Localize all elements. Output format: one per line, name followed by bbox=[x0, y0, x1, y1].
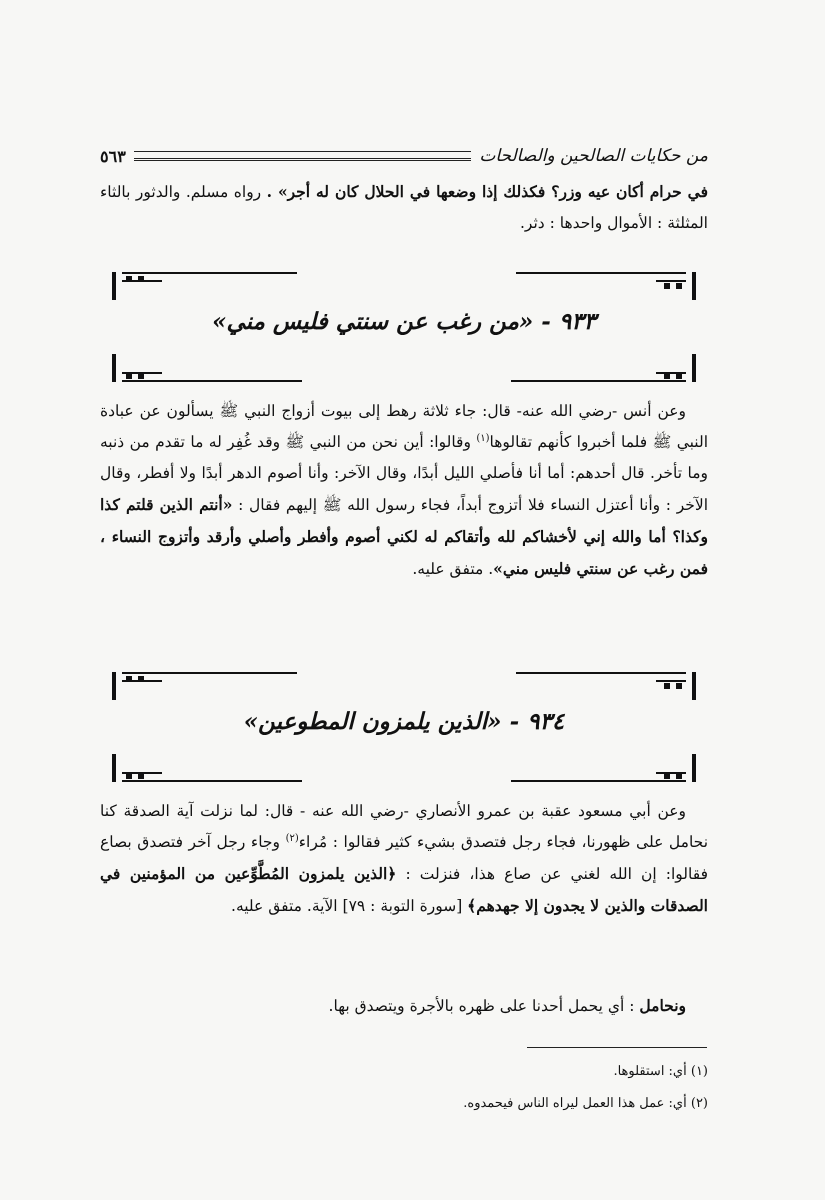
frame-corner bbox=[112, 754, 116, 782]
footnote-ref-1: (١) bbox=[476, 432, 490, 444]
frame-ornament bbox=[126, 276, 132, 282]
frame-rule bbox=[122, 672, 297, 674]
chapter-934-text-end: [سورة التوبة : ٧٩] الآية. متفق عليه. bbox=[231, 897, 468, 915]
chapter-934-text-part2: وجاء رجل آخر فتصدق بصاع فقالوا: إن الله لغني عن صاع هذا، فنزلت : bbox=[100, 833, 708, 883]
frame-ornament bbox=[664, 683, 670, 689]
footnote-ref-2: (٢) bbox=[285, 832, 299, 844]
chapter-933-hadith-quote: «أنتم الذين قلتم كذا وكذا؟ أما والله إني لأخشاكم لله وأتقاكم له لكني أصوم وأفطر وأصلي وأرقد وأتزوج النساء ، فمن رغب عن سنتي فليس مني» bbox=[100, 495, 708, 578]
frame-ornament bbox=[676, 373, 682, 379]
frame-rule bbox=[122, 780, 302, 782]
frame-rule bbox=[516, 272, 686, 274]
frame-rule bbox=[122, 272, 297, 274]
footnote-2: (٢) أي: عمل هذا العمل ليراه الناس فيحمدوه. bbox=[463, 1096, 708, 1111]
footnote-separator bbox=[527, 1047, 707, 1048]
running-header bbox=[100, 143, 708, 169]
frame-corner bbox=[692, 354, 696, 382]
intro-paragraph bbox=[100, 176, 708, 239]
intro-line2: بالثاء المثلثة : الأموال واحدها : دثر. bbox=[100, 183, 708, 232]
frame-ornament bbox=[664, 283, 670, 289]
frame-ornament bbox=[676, 283, 682, 289]
intro-bold-quote: في حرام أكان عيه وزر؟ فكذلك إذا وضعها في الحلال كان له أجر» . bbox=[266, 182, 708, 201]
frame-ornament bbox=[126, 676, 132, 682]
frame-corner bbox=[692, 272, 696, 300]
frame-ornament bbox=[676, 773, 682, 779]
gloss-definition: : أي يحمل أحدنا على ظهره بالأجرة ويتصدق بها. bbox=[328, 997, 635, 1015]
chapter-933-title: ٩٣٣ - «من رغب عن سنتي فليس مني» bbox=[212, 308, 596, 335]
frame-rule bbox=[511, 780, 686, 782]
footnote-1: (١) أي: استقلوها. bbox=[613, 1064, 708, 1079]
chapter-934-quran-quote: ﴿الذين يلمزون المُطَّوِّعين من المؤمنين في الصدقات والذين لا يجدون إلا جهدهم﴾ bbox=[100, 864, 708, 915]
frame-ornament bbox=[676, 683, 682, 689]
frame-ornament bbox=[126, 373, 132, 379]
frame-rule bbox=[656, 680, 686, 682]
frame-corner bbox=[692, 672, 696, 700]
frame-rule bbox=[511, 380, 686, 382]
chapter-933-text-part1: وعن أنس -رضي الله عنه- قال: جاء ثلاثة رهط إلى بيوت أزواج النبي ﷺ يسألون عن عبادة النبي ﷺ فلما أخبروا كأنهم تقالوها bbox=[100, 402, 708, 451]
frame-rule bbox=[656, 280, 686, 282]
gloss-term: ونحامل bbox=[639, 996, 686, 1015]
gloss-line bbox=[100, 990, 708, 1022]
page-number: ٥٦٣ bbox=[100, 146, 126, 166]
frame-ornament bbox=[138, 773, 144, 779]
chapter-933-text-end: . متفق عليه. bbox=[412, 560, 494, 578]
frame-ornament bbox=[664, 773, 670, 779]
frame-corner bbox=[112, 354, 116, 382]
chapter-933-text bbox=[100, 396, 708, 585]
chapter-934-title: ٩٣٤ - «الذين يلمزون المطوعين» bbox=[243, 708, 565, 735]
frame-ornament bbox=[138, 676, 144, 682]
chapter-934-frame bbox=[112, 668, 696, 786]
intro-line1-rest: رواه مسلم. والدثور bbox=[135, 183, 267, 201]
chapter-933-frame bbox=[112, 268, 696, 386]
frame-corner bbox=[692, 754, 696, 782]
running-header-title: من حكايات الصالحين والصالحات bbox=[479, 146, 708, 166]
frame-corner bbox=[112, 272, 116, 300]
frame-rule bbox=[516, 672, 686, 674]
frame-ornament bbox=[126, 773, 132, 779]
chapter-934-text-part1: وعن أبي مسعود عقبة بن عمرو الأنصاري -رضي الله عنه - قال: لما نزلت آية الصدقة كنا نحامل على ظهورنا، فجاء رجل فتصدق بشيء كثير فقالوا : مُراء bbox=[100, 802, 709, 851]
chapter-933-text-part2: وقالوا: أين نحن من النبي ﷺ وقد غُفِر له ما تقدم من ذنبه وما تأخر. قال أحدهم: أما أنا فأصلي الليل أبدًا، وقال الآخر: وأنا أصوم الدهر أبدًا ولا أفطر، وقال الآخر : وأنا أعتزل النساء فلا أتزوج أبداً، فجاء رسول الله ﷺ إليهم فقال : bbox=[100, 433, 708, 514]
chapter-934-text bbox=[100, 796, 708, 922]
frame-ornament bbox=[138, 276, 144, 282]
frame-ornament bbox=[138, 373, 144, 379]
frame-ornament bbox=[664, 373, 670, 379]
frame-rule bbox=[122, 380, 302, 382]
frame-corner bbox=[112, 672, 116, 700]
header-double-rule bbox=[134, 151, 472, 161]
